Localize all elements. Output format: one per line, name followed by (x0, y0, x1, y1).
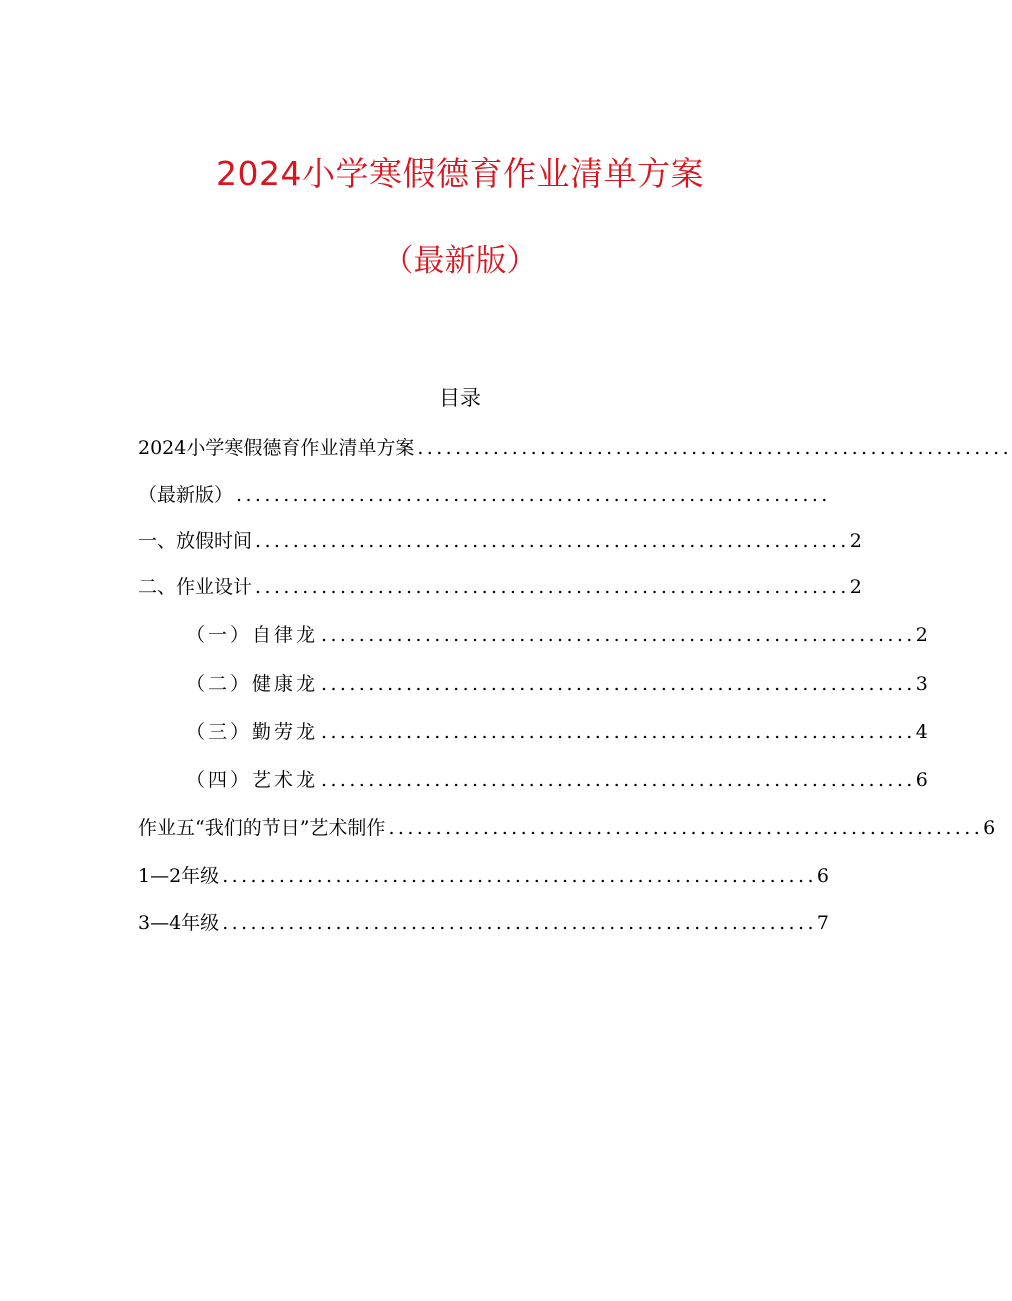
toc-entry[interactable] (138, 432, 1012, 464)
toc-leader-dots: ............................................................... (321, 721, 916, 743)
toc-leader-dots: ............................................................... (255, 576, 850, 598)
toc-entry[interactable] (186, 668, 928, 700)
toc-entry-label: （最新版） (138, 484, 234, 506)
toc-leader-dots: ............................................................... (321, 624, 916, 646)
toc-leader-dots: ............................................................... (222, 912, 817, 934)
toc-leader-dots: ............................................................... (222, 865, 817, 887)
toc-entry[interactable] (138, 525, 862, 557)
toc-entry[interactable] (186, 764, 928, 796)
toc-entry-label: （三）勤劳龙 (186, 721, 319, 743)
toc-leader-dots: ............................................................... (321, 769, 916, 791)
toc-leader-dots: ............................................................... (321, 673, 916, 695)
toc-entry[interactable] (138, 812, 996, 844)
toc-entry-label: 二、作业设计 (138, 576, 253, 598)
toc-entry-label: （二）健康龙 (186, 673, 319, 695)
toc-entry[interactable] (138, 571, 862, 603)
toc-entry-page: 6 (915, 769, 928, 791)
document-title: 2024小学寒假德育作业清单方案 (216, 154, 704, 193)
document-subtitle: （最新版） (382, 243, 538, 279)
toc-entry-page: 2 (849, 576, 862, 598)
toc-entry-label: 2024小学寒假德育作业清单方案 (138, 437, 415, 459)
toc-leader-dots: ............................................................... (236, 484, 831, 506)
toc-heading: 目录 (439, 386, 481, 410)
toc-entry-label: 作业五“我们的节日”艺术制作 (138, 817, 386, 839)
toc-leader-dots: ............................................................... (417, 437, 1012, 459)
toc-entry[interactable] (138, 860, 829, 892)
toc-entry[interactable] (186, 619, 928, 651)
toc-entry-page: 2 (915, 624, 928, 646)
toc-entry-page: 3 (915, 673, 928, 695)
toc-entry[interactable] (138, 479, 831, 511)
toc-entry-page: 7 (816, 912, 829, 934)
toc-leader-dots: ............................................................... (388, 817, 984, 839)
toc-entry-label: （四）艺术龙 (186, 769, 319, 791)
toc-entry-page: 4 (915, 721, 928, 743)
toc-entry[interactable] (186, 716, 928, 748)
toc-entry-label: 1—2年级 (138, 865, 220, 887)
toc-entry-label: （一）自律龙 (186, 624, 319, 646)
toc-entry-label: 3—4年级 (138, 912, 220, 934)
toc-entry-page: 6 (983, 817, 996, 839)
toc-entry-page: 6 (816, 865, 829, 887)
toc-entry-page: 2 (849, 530, 862, 552)
toc-entry[interactable] (138, 907, 829, 939)
toc-leader-dots: ............................................................... (255, 530, 850, 552)
toc-entry-label: 一、放假时间 (138, 530, 253, 552)
